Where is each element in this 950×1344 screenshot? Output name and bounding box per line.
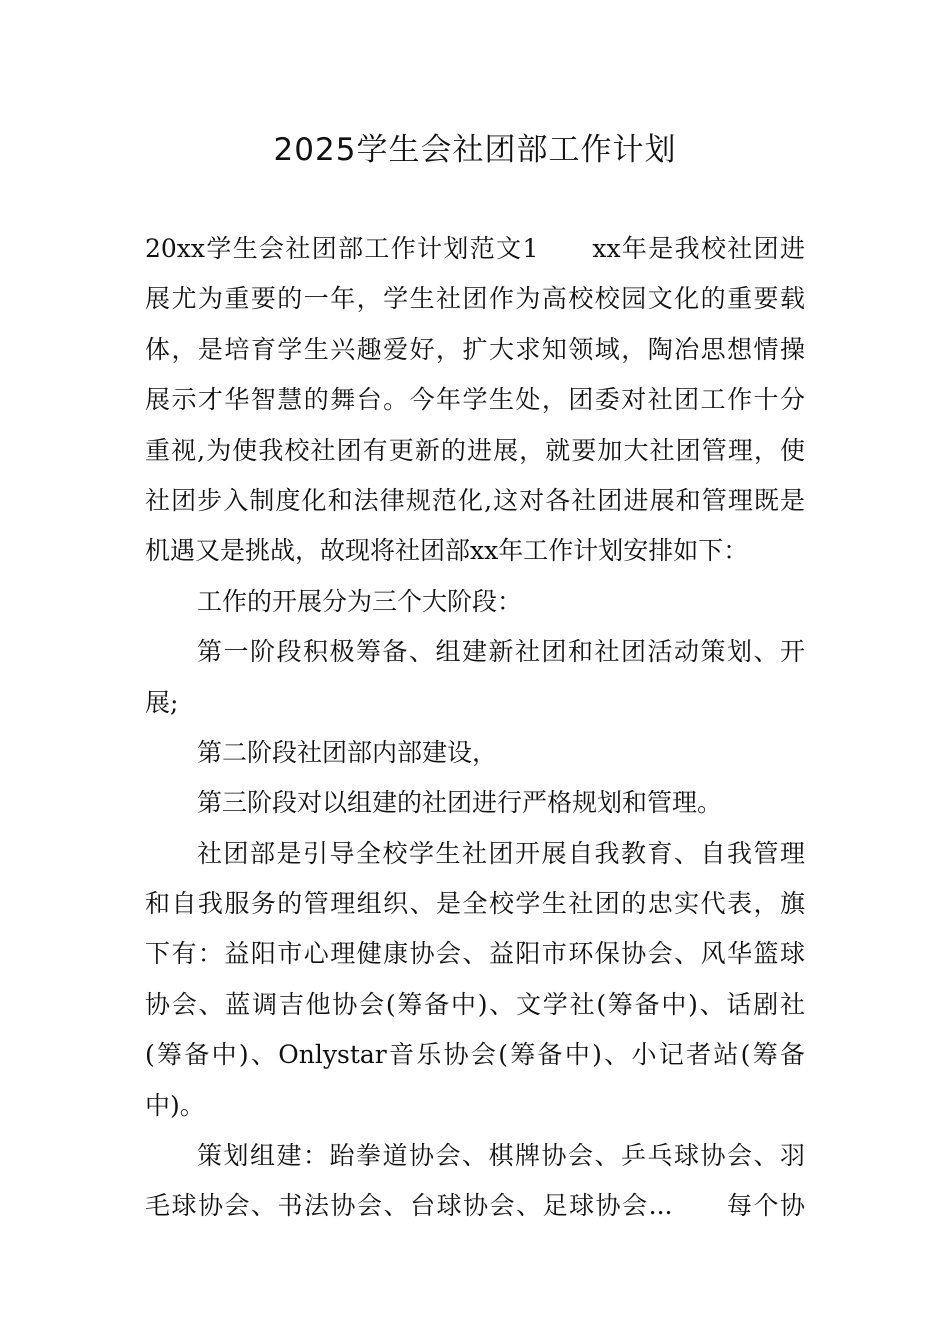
paragraph-line: 下有：益阳市心理健康协会、益阳市环保协会、风华篮球: [145, 939, 805, 969]
paragraph-line: 展;: [145, 687, 179, 717]
paragraph-line: 展示才华智慧的舞台。今年学生处，团委对社团工作十分: [145, 385, 805, 415]
paragraph-line: 展尤为重要的一年，学生社团作为高校校园文化的重要载: [145, 284, 805, 314]
paragraph-line: 第二阶段社团部内部建设，: [197, 737, 498, 767]
paragraph-line: 重视,为使我校社团有更新的进展，就要加大社团管理，使: [145, 435, 805, 465]
paragraph-line: 机遇又是挑战，故现将社团部xx年工作计划安排如下：: [145, 536, 749, 566]
paragraph-line: 社团部是引导全校学生社团开展自我教育、自我管理: [197, 838, 805, 868]
paragraph-line: 第三阶段对以组建的社团进行严格规划和管理。: [197, 788, 723, 818]
page-title: 2025学生会社团部工作计划: [273, 132, 677, 168]
paragraph-line: 第一阶段积极筹备、组建新社团和社团活动策划、开: [197, 637, 805, 667]
paragraph-line: 20xx学生会社团部工作计划范文1 xx年是我校社团进: [145, 234, 805, 263]
paragraph-line: 体，是培育学生兴趣爱好，扩大求知领域，陶冶思想情操: [145, 334, 805, 364]
paragraph-line: 工作的开展分为三个大阶段：: [197, 586, 523, 616]
paragraph-line: 和自我服务的管理组织、是全校学生社团的忠实代表，旗: [145, 889, 805, 919]
paragraph-line: 策划组建：跆拳道协会、棋牌协会、乒乓球协会、羽: [197, 1141, 805, 1171]
paragraph-line: 中)。: [145, 1090, 205, 1120]
paragraph-line: (筹备中)、Onlystar音乐协会(筹备中)、小记者站(筹备: [145, 1040, 805, 1070]
paragraph-line: 社团步入制度化和法律规范化,这对各社团进展和管理既是: [145, 485, 805, 515]
document-body: [145, 224, 805, 1232]
paragraph-line: 毛球协会、书法协会、台球协会、足球协会... 每个协: [145, 1191, 805, 1221]
paragraph-line: 协会、蓝调吉他协会(筹备中)、文学社(筹备中)、话剧社: [145, 989, 805, 1019]
